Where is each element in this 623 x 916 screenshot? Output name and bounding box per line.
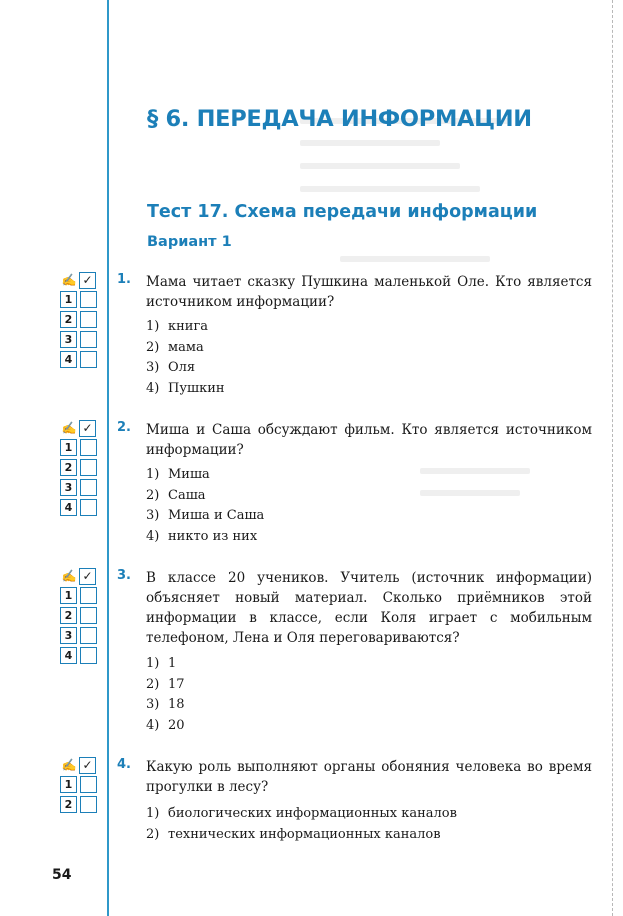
option-item: 1) Миша — [146, 467, 210, 482]
option-item: 4) 20 — [146, 717, 185, 733]
section-title: § 6. ПЕРЕДАЧА ИНФОРМАЦИИ — [147, 106, 532, 132]
bleed-through — [300, 186, 480, 192]
question-text: Миша и Саша обсуждают фильм. Кто является источником информации? — [146, 422, 592, 458]
option-item: 2) Саша — [146, 487, 206, 503]
check-icon: ✓ — [79, 420, 96, 437]
answer-checkbox[interactable] — [80, 796, 97, 813]
grid-number: 2 — [60, 796, 77, 813]
option-item: 2) 17 — [146, 676, 185, 692]
answer-checkbox[interactable] — [80, 776, 97, 793]
margin-line — [107, 0, 109, 916]
answer-checkbox[interactable] — [80, 587, 97, 604]
answer-checkbox[interactable] — [80, 607, 97, 624]
options-list — [146, 654, 185, 736]
option-item: 2) технических информационных каналов — [146, 826, 441, 842]
question-text: Какую роль выполняют органы обоняния человека во время прогулки в лесу? — [146, 759, 592, 795]
grid-number: 4 — [60, 351, 77, 368]
question-number: 2. — [117, 420, 131, 435]
question-number: 3. — [117, 568, 131, 583]
grid-number: 4 — [60, 647, 77, 664]
option-item: 3) Оля — [146, 360, 196, 375]
options-list — [146, 804, 457, 845]
grid-number: 1 — [60, 439, 77, 456]
check-icon: ✓ — [79, 272, 96, 289]
answer-checkbox[interactable] — [80, 459, 97, 476]
bleed-through — [300, 140, 440, 146]
answer-checkbox[interactable] — [80, 627, 97, 644]
pen-icon: ✍ — [61, 273, 77, 287]
answer-checkbox[interactable] — [80, 351, 97, 368]
question-number: 1. — [117, 272, 131, 287]
answer-checkbox[interactable] — [80, 479, 97, 496]
pen-icon: ✍ — [61, 569, 77, 583]
answer-checkbox[interactable] — [80, 291, 97, 308]
check-icon: ✓ — [79, 757, 96, 774]
answer-grid — [60, 757, 97, 814]
options-list — [146, 317, 225, 399]
option-item: 3) 18 — [146, 697, 185, 712]
grid-number: 1 — [60, 291, 77, 308]
grid-number: 3 — [60, 331, 77, 348]
option-item: 1) биологических информационных каналов — [146, 806, 457, 821]
question-text: В классе 20 учеников. Учитель (источник информации) объясняет новый материал. Сколько приёмников этой информации в классе, если Коля играет с мобильным телефоном, Лена и Оля переговариваются? — [146, 570, 592, 646]
pen-icon: ✍ — [61, 421, 77, 435]
bleed-through — [420, 490, 520, 496]
option-item: 4) никто из них — [146, 528, 258, 544]
grid-number: 1 — [60, 587, 77, 604]
options-list — [146, 465, 264, 547]
test-title: Тест 17. Схема передачи информации — [147, 202, 538, 222]
grid-number: 1 — [60, 776, 77, 793]
answer-checkbox[interactable] — [80, 439, 97, 456]
question-number: 4. — [117, 757, 131, 772]
answer-grid — [60, 568, 97, 665]
grid-number: 4 — [60, 499, 77, 516]
option-item: 2) мама — [146, 339, 204, 355]
option-item: 1) книга — [146, 319, 209, 334]
page-edge — [612, 0, 613, 916]
bleed-through — [420, 468, 530, 474]
answer-checkbox[interactable] — [80, 331, 97, 348]
grid-number: 2 — [60, 607, 77, 624]
grid-number: 2 — [60, 459, 77, 476]
answer-grid — [60, 420, 97, 517]
option-item: 4) Пушкин — [146, 380, 225, 396]
answer-checkbox[interactable] — [80, 311, 97, 328]
question-text: Мама читает сказку Пушкина маленькой Оле. Кто является источником информации? — [146, 274, 592, 310]
grid-number: 3 — [60, 479, 77, 496]
page-number: 54 — [52, 867, 72, 883]
option-item: 1) 1 — [146, 656, 177, 671]
answer-checkbox[interactable] — [80, 647, 97, 664]
grid-number: 3 — [60, 627, 77, 644]
pen-icon: ✍ — [61, 758, 77, 772]
answer-checkbox[interactable] — [80, 499, 97, 516]
grid-number: 2 — [60, 311, 77, 328]
check-icon: ✓ — [79, 568, 96, 585]
answer-grid — [60, 272, 97, 369]
bleed-through — [300, 163, 460, 169]
option-item: 3) Миша и Саша — [146, 508, 265, 523]
variant-label: Вариант 1 — [147, 234, 232, 250]
bleed-through — [340, 256, 490, 262]
